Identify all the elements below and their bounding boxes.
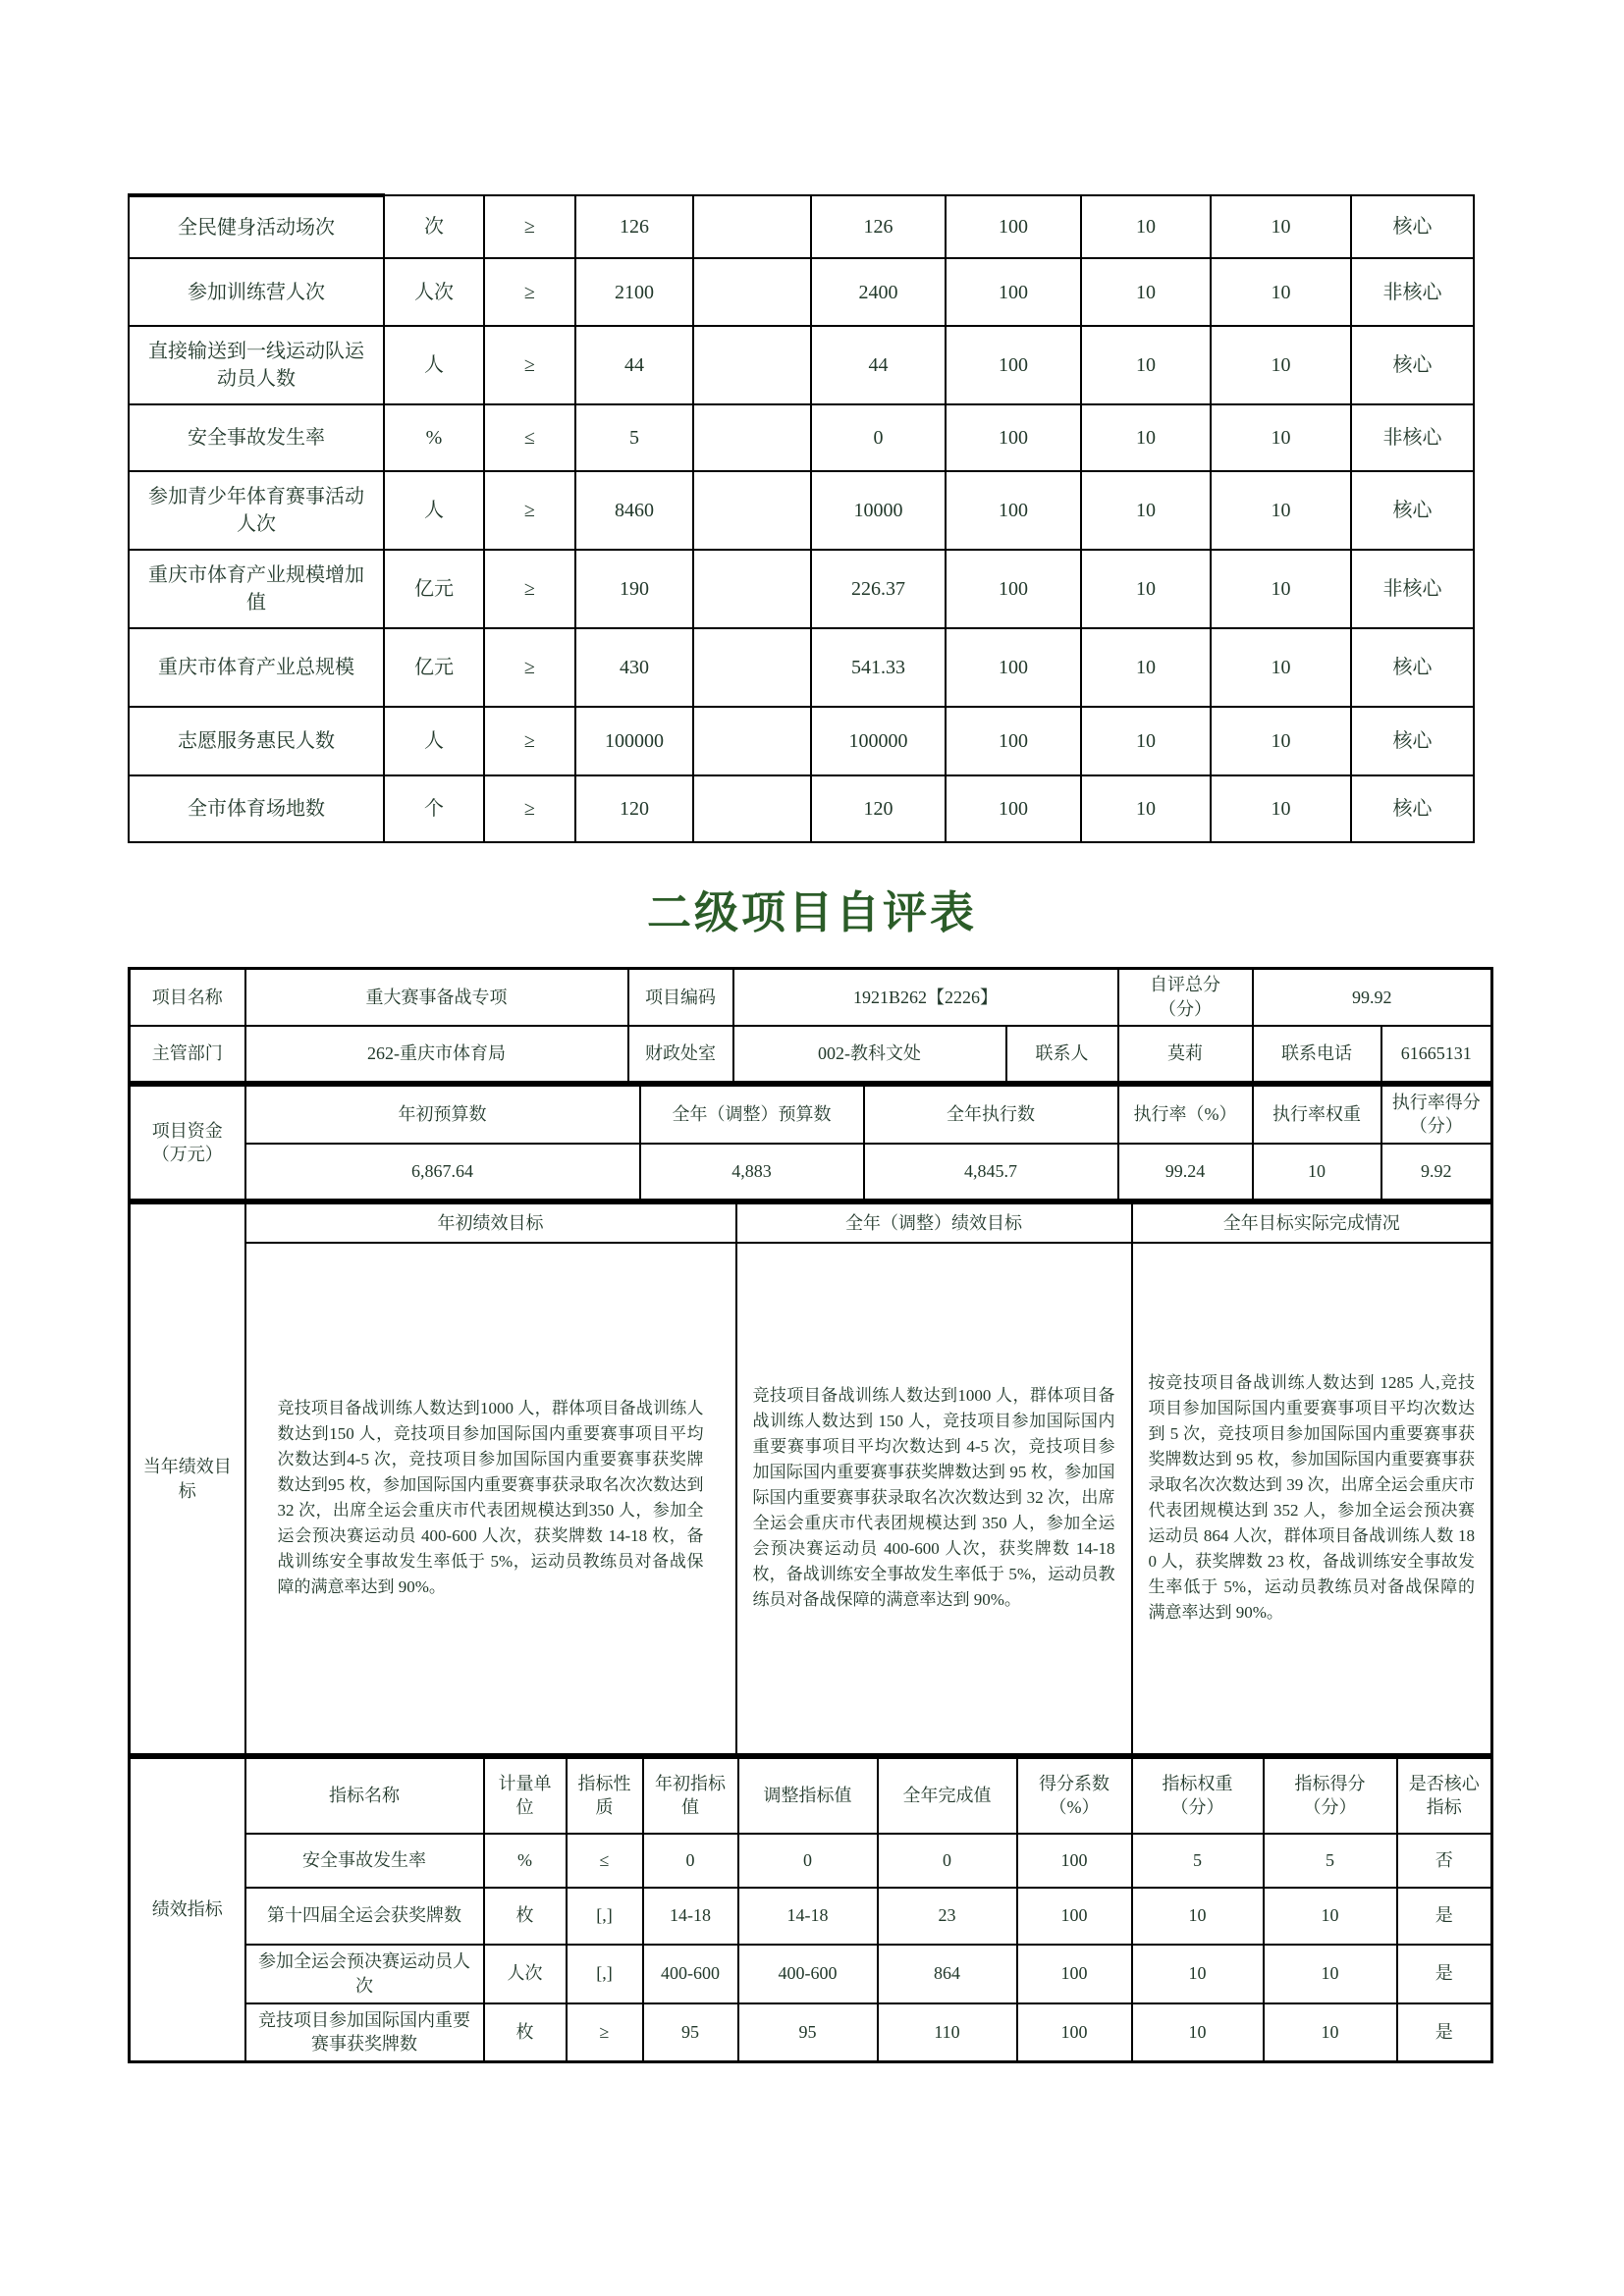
col-header-adjusted: 调整指标值 [738,1758,878,1834]
weight-cell: 10 [1132,1888,1264,1945]
col-header-nature: 指标性质 [567,1758,643,1834]
coefficient-cell: 100 [1017,2003,1132,2062]
col-header-weight: 指标权重（分） [1132,1758,1264,1834]
core-flag-cell: 非核心 [1351,550,1474,628]
table-row [130,1203,1492,1243]
goals-label: 当年绩效目标 [130,1203,245,1755]
initial-value-cell: 126 [575,195,693,258]
table-row [129,404,1474,471]
initial-budget-value: 6,867.64 [245,1144,640,1201]
score-cell: 10 [1211,775,1351,842]
score-cell: 10 [1264,2003,1397,2062]
unit-cell: % [484,1834,567,1888]
annual-goals-table [128,1201,1493,1756]
self-score-label: 自评总分（分） [1118,969,1253,1026]
unit-cell: 个 [384,775,484,842]
weight-cell: 10 [1081,775,1211,842]
nature-cell: ≥ [484,195,575,258]
nature-cell: ≥ [484,775,575,842]
weight-cell: 10 [1132,1945,1264,2003]
indicator-name-cell: 第十四届全运会获奖牌数 [245,1888,484,1945]
table-row [130,1086,1492,1144]
indicator-row [130,1945,1492,2003]
unit-cell: 人次 [484,1945,567,2003]
weight-cell: 10 [1081,195,1211,258]
execution-rate-header: 执行率（%） [1118,1086,1253,1144]
score-cell: 10 [1211,628,1351,707]
coefficient-cell: 100 [946,550,1081,628]
score-cell: 10 [1211,258,1351,326]
initial-value-cell: 44 [575,326,693,404]
core-flag-cell: 非核心 [1351,404,1474,471]
coefficient-cell: 100 [946,775,1081,842]
nature-cell: ≥ [484,471,575,550]
weight-cell: 10 [1081,258,1211,326]
contact-value: 莫莉 [1118,1026,1253,1083]
core-flag-cell: 否 [1397,1834,1492,1888]
adjusted-value-cell [693,404,811,471]
score-cell: 5 [1264,1834,1397,1888]
score-cell: 10 [1211,195,1351,258]
core-flag-cell: 核心 [1351,195,1474,258]
core-flag-cell: 是 [1397,2003,1492,2062]
indicator-name-cell: 竞技项目参加国际国内重要赛事获奖牌数 [245,2003,484,2062]
indicator-row [130,1888,1492,1945]
core-flag-cell: 核心 [1351,471,1474,550]
project-info-table [128,967,1493,1084]
unit-cell: 枚 [484,2003,567,2062]
final-value-cell: 864 [878,1945,1017,2003]
executed-header: 全年执行数 [864,1086,1118,1144]
initial-value-cell: 100000 [575,707,693,775]
table-row [129,195,1474,258]
weight-cell: 10 [1081,550,1211,628]
col-header-coefficient: 得分系数（%） [1017,1758,1132,1834]
indicator-name-cell: 重庆市体育产业总规模 [129,628,384,707]
executed-value: 4,845.7 [864,1144,1118,1201]
initial-value-cell: 2100 [575,258,693,326]
adjusted-value-cell [693,628,811,707]
adjusted-value-cell: 400-600 [738,1945,878,2003]
final-value-cell: 2400 [811,258,946,326]
indicators-label: 绩效指标 [130,1758,245,2062]
coefficient-cell: 100 [946,195,1081,258]
table-row [129,550,1474,628]
score-cell: 10 [1211,326,1351,404]
final-value-cell: 226.37 [811,550,946,628]
final-value-cell: 0 [878,1834,1017,1888]
indicator-name-cell: 安全事故发生率 [245,1834,484,1888]
adjusted-value-cell [693,775,811,842]
table-row [130,1243,1492,1755]
phone-label: 联系电话 [1253,1026,1381,1083]
unit-cell: 人次 [384,258,484,326]
initial-budget-header: 年初预算数 [245,1086,640,1144]
initial-goal-text: 竞技项目备战训练人数达到1000 人，群体项目备战训练人数达到150 人，竞技项目参加国际国内重要赛事项目平均次数达到4-5 次，竞技项目参加国际国内重要赛事获奖牌数达到95 枚，参加国际国内重要赛事获录取名次次数达到32 次，出席全运会重庆市代表团规模达到350 人，参加全运会预决赛运动员 400-600 人次，获奖牌数 14-18 枚，备战训练安全事故发生率低于 5%，运动员教练员对备战保障的满意率达到 90%。 [245,1243,736,1755]
nature-cell: ≥ [484,628,575,707]
nature-cell: [,] [567,1888,643,1945]
table-row [130,1144,1492,1201]
coefficient-cell: 100 [946,628,1081,707]
final-value-cell: 23 [878,1888,1017,1945]
execution-rate-value: 99.24 [1118,1144,1253,1201]
final-value-cell: 0 [811,404,946,471]
nature-cell: ≥ [484,258,575,326]
page-title: 二级项目自评表 [646,888,977,937]
department-value: 262-重庆市体育局 [245,1026,628,1083]
adjusted-value-cell [693,195,811,258]
table-row [129,326,1474,404]
adjusted-value-cell [693,326,811,404]
col-header-final: 全年完成值 [878,1758,1017,1834]
weight-cell: 10 [1081,471,1211,550]
core-flag-cell: 非核心 [1351,258,1474,326]
table-row [129,775,1474,842]
weight-cell: 10 [1081,628,1211,707]
self-evaluation-table [128,967,1490,2063]
table-row [130,1026,1492,1083]
score-cell: 10 [1211,707,1351,775]
indicator-name-cell: 重庆市体育产业规模增加值 [129,550,384,628]
final-value-cell: 10000 [811,471,946,550]
unit-cell: % [384,404,484,471]
adjusted-value-cell: 14-18 [738,1888,878,1945]
nature-cell: ≥ [484,707,575,775]
weight-cell: 10 [1081,404,1211,471]
adjusted-value-cell: 0 [738,1834,878,1888]
phone-value: 61665131 [1381,1026,1492,1083]
execution-score-header: 执行率得分（分） [1381,1086,1492,1144]
core-flag-cell: 是 [1397,1888,1492,1945]
project-code-label: 项目编码 [628,969,733,1026]
col-header-initial: 年初指标值 [643,1758,738,1834]
initial-value-cell: 400-600 [643,1945,738,2003]
unit-cell: 人 [384,707,484,775]
core-flag-cell: 核心 [1351,775,1474,842]
department-label: 主管部门 [130,1026,245,1083]
weight-cell: 5 [1132,1834,1264,1888]
unit-cell: 人 [384,326,484,404]
nature-cell: ≤ [567,1834,643,1888]
score-cell: 10 [1211,404,1351,471]
coefficient-cell: 100 [946,404,1081,471]
indicator-name-cell: 参加训练营人次 [129,258,384,326]
initial-value-cell: 5 [575,404,693,471]
execution-weight-value: 10 [1253,1144,1381,1201]
indicator-row [130,2003,1492,2062]
col-header-score: 指标得分（分） [1264,1758,1397,1834]
adjusted-budget-value: 4,883 [640,1144,864,1201]
initial-value-cell: 120 [575,775,693,842]
core-flag-cell: 核心 [1351,326,1474,404]
unit-cell: 亿元 [384,628,484,707]
unit-cell: 枚 [484,1888,567,1945]
indicator-name-cell: 志愿服务惠民人数 [129,707,384,775]
table-row [129,258,1474,326]
unit-cell: 次 [384,195,484,258]
adjusted-value-cell [693,258,811,326]
execution-weight-header: 执行率权重 [1253,1086,1381,1144]
final-value-cell: 100000 [811,707,946,775]
funds-label: 项目资金（万元） [130,1086,245,1201]
finance-office-value: 002-教科文处 [733,1026,1006,1083]
nature-cell: ≥ [484,326,575,404]
coefficient-cell: 100 [1017,1834,1132,1888]
core-flag-cell: 是 [1397,1945,1492,2003]
col-header-name: 指标名称 [245,1758,484,1834]
score-cell: 10 [1264,1888,1397,1945]
header-row [130,1758,1492,1834]
initial-value-cell: 95 [643,2003,738,2062]
indicator-name-cell: 全市体育场地数 [129,775,384,842]
score-cell: 10 [1211,550,1351,628]
adjusted-goal-text: 竞技项目备战训练人数达到1000 人，群体项目备战训练人数达到 150 人，竞技项目参加国际国内重要赛事项目平均次数达到 4-5 次，竞技项目参加国际国内重要赛事获奖牌数达到 95 枚，参加国际国内重要赛事获录取名次次数达到 32 次，出席全运会重庆市代表团规模达到 350 人，参加全运会预决赛运动员 400-600 人次，获奖牌数 14-18 枚，备战训练安全事故发生率低于 5%，运动员教练员对备战保障的满意率达到 90%。 [736,1243,1132,1755]
core-flag-cell: 核心 [1351,628,1474,707]
project-funds-table [128,1084,1493,1201]
adjusted-value-cell [693,707,811,775]
coefficient-cell: 100 [946,707,1081,775]
adjusted-goal-header: 全年（调整）绩效目标 [736,1203,1132,1243]
contact-label: 联系人 [1006,1026,1118,1083]
coefficient-cell: 100 [946,326,1081,404]
initial-value-cell: 430 [575,628,693,707]
indicator-name-cell: 直接输送到一线运动队运动员人数 [129,326,384,404]
indicator-name-cell: 全民健身活动场次 [129,195,384,258]
coefficient-cell: 100 [1017,1945,1132,2003]
indicator-name-cell: 参加全运会预决赛运动员人次 [245,1945,484,2003]
weight-cell: 10 [1132,2003,1264,2062]
execution-score-value: 9.92 [1381,1144,1492,1201]
actual-completion-text: 按竞技项目备战训练人数达到 1285 人,竞技项目参加国际国内重要赛事项目平均次数达到 5 次，竞技项目参加国际国内重要赛事获奖牌数达到 95 枚，参加国际国内重要赛事获录取名次次数达到 39 次，出席全运会重庆市代表团规模达到 352 人，参加全运会预决赛运动员 864 人次，群体项目备战训练人数 180 人，获奖牌数 23 枚，备战训练安全事故发生率低于 5%，运动员教练员对备战保障的满意率达到 90%。 [1132,1243,1492,1755]
unit-cell: 人 [384,471,484,550]
final-value-cell: 44 [811,326,946,404]
project-code-value: 1921B262【2226】 [733,969,1118,1026]
table-row [129,707,1474,775]
final-value-cell: 110 [878,2003,1017,2062]
adjusted-value-cell [693,471,811,550]
col-header-unit: 计量单位 [484,1758,567,1834]
nature-cell: ≥ [567,2003,643,2062]
annual-indicators-table [128,193,1475,843]
indicator-name-cell: 参加青少年体育赛事活动人次 [129,471,384,550]
finance-office-label: 财政处室 [628,1026,733,1083]
adjusted-value-cell: 95 [738,2003,878,2062]
final-value-cell: 126 [811,195,946,258]
adjusted-budget-header: 全年（调整）预算数 [640,1086,864,1144]
unit-cell: 亿元 [384,550,484,628]
core-flag-cell: 核心 [1351,707,1474,775]
indicator-name-cell: 安全事故发生率 [129,404,384,471]
coefficient-cell: 100 [946,471,1081,550]
col-header-core: 是否核心指标 [1397,1758,1492,1834]
nature-cell: ≤ [484,404,575,471]
table-row [129,471,1474,550]
project-name-label: 项目名称 [130,969,245,1026]
initial-value-cell: 190 [575,550,693,628]
final-value-cell: 120 [811,775,946,842]
nature-cell: [,] [567,1945,643,2003]
actual-completion-header: 全年目标实际完成情况 [1132,1203,1492,1243]
table-row [129,628,1474,707]
coefficient-cell: 100 [946,258,1081,326]
adjusted-value-cell [693,550,811,628]
initial-value-cell: 0 [643,1834,738,1888]
coefficient-cell: 100 [1017,1888,1132,1945]
initial-value-cell: 14-18 [643,1888,738,1945]
table-row [130,969,1492,1026]
indicator-row [130,1834,1492,1888]
initial-value-cell: 8460 [575,471,693,550]
initial-goal-header: 年初绩效目标 [245,1203,736,1243]
self-score-value: 99.92 [1253,969,1492,1026]
score-cell: 10 [1264,1945,1397,2003]
final-value-cell: 541.33 [811,628,946,707]
nature-cell: ≥ [484,550,575,628]
score-cell: 10 [1211,471,1351,550]
performance-indicators-table [128,1756,1493,2063]
weight-cell: 10 [1081,326,1211,404]
project-name-value: 重大赛事备战专项 [245,969,628,1026]
weight-cell: 10 [1081,707,1211,775]
